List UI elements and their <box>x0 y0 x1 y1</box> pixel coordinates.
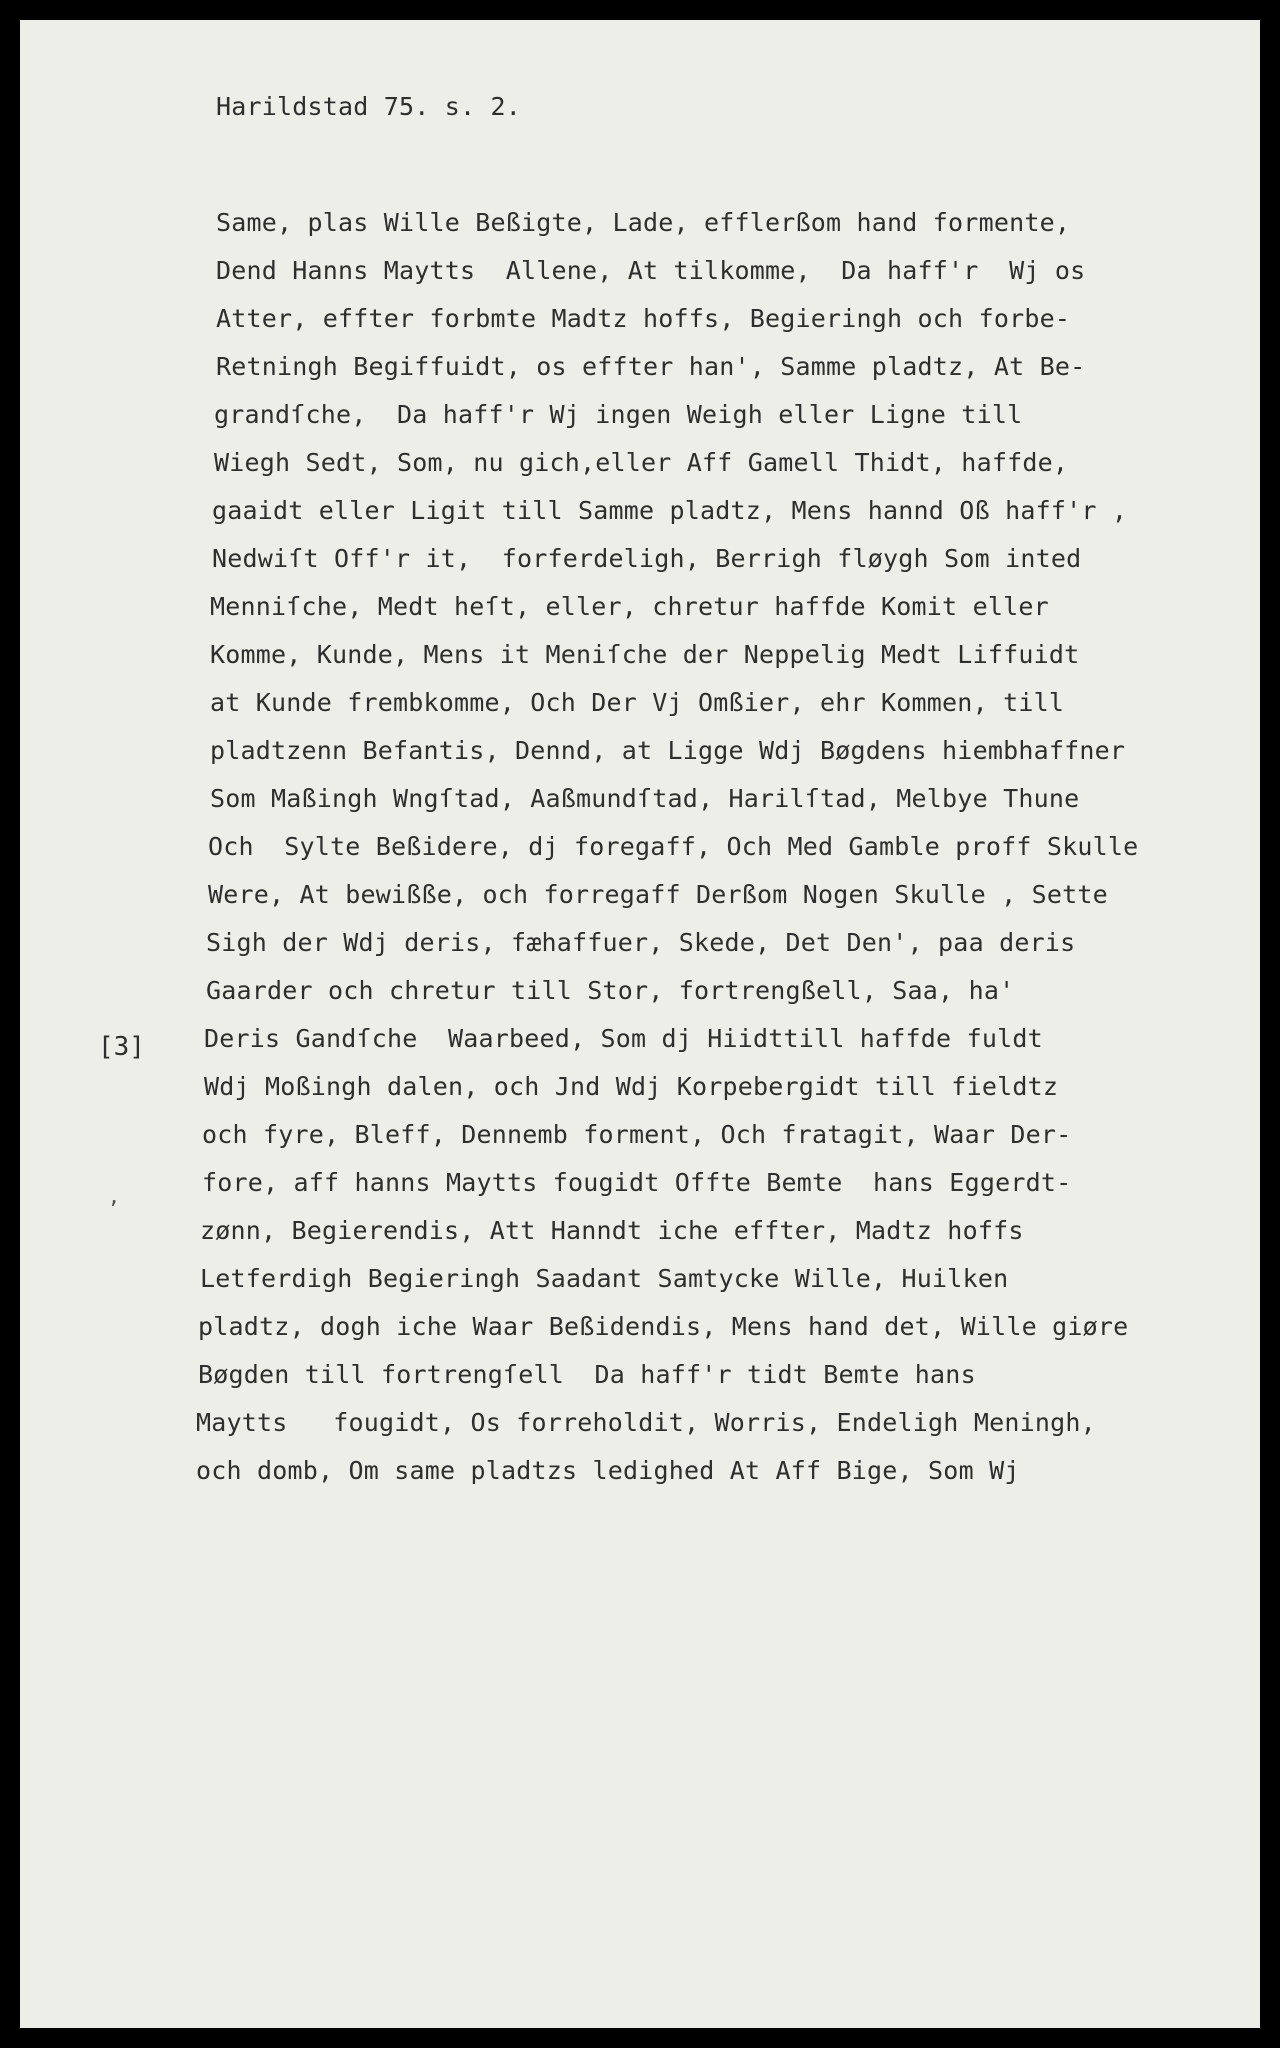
page-header: Harildstad 75. s. 2. <box>216 92 522 121</box>
text-line: Same, plas Wille Beßigte, Lade, efflerßom hand formente, <box>216 208 1071 237</box>
document-page <box>20 20 1260 2028</box>
text-line: Nedwiſt Off'r it, forferdeligh, Berrigh fløygh Som inted <box>212 544 1082 573</box>
text-line: Menniſche, Medt heſt, eller, chretur haffde Komit eller <box>210 592 1049 621</box>
text-line: pladtz, dogh iche Waar Beßidendis, Mens hand det, Wille giøre <box>198 1312 1129 1341</box>
text-line: pladtzenn Befantis, Dennd, at Ligge Wdj Bøgdens hiembhaffner <box>210 736 1126 765</box>
text-line: Dend Hanns Maytts Allene, At tilkomme, Da haff'r Wj os <box>216 256 1086 285</box>
margin-note: [3] <box>98 1032 145 1062</box>
text-line: Gaarder och chretur till Stor, fortrengßell, Saa, ha' <box>206 976 1015 1005</box>
text-line: Sigh der Wdj deris, fæhaffuer, Skede, Det Den', paa deris <box>206 928 1076 957</box>
text-line: Som Maßingh Wngſtad, Aaßmundſtad, Harilſtad, Melbye Thune <box>210 784 1080 813</box>
text-line: Deris Gandſche Waarbeed, Som dj Hiidttill haffde fuldt <box>204 1024 1043 1053</box>
text-line: Bøgden till fortrengſell Da haff'r tidt Bemte hans <box>198 1360 976 1389</box>
text-line: Wiegh Sedt, Som, nu gich,eller Aff Gamell Thidt, haffde, <box>214 448 1069 477</box>
text-line: Letferdigh Begieringh Saadant Samtycke Wille, Huilken <box>200 1264 1009 1293</box>
text-line: at Kunde frembkomme, Och Der Vj Omßier, ehr Kommen, till <box>210 688 1065 717</box>
text-line: Komme, Kunde, Mens it Meniſche der Neppelig Medt Liffuidt <box>210 640 1080 669</box>
text-line: och fyre, Bleff, Dennemb forment, Och fratagit, Waar Der- <box>202 1120 1072 1149</box>
stray-mark: , <box>108 1184 121 1208</box>
text-line: Were, At bewißße, och forregaff Derßom Nogen Skulle , Sette <box>208 880 1108 909</box>
text-line: Wdj Moßingh dalen, och Jnd Wdj Korpebergidt till fieldtz <box>204 1072 1059 1101</box>
text-line: Maytts fougidt, Os forreholdit, Worris, Endeligh Meningh, <box>196 1408 1096 1437</box>
text-line: fore, aff hanns Maytts fougidt Offte Bemte hans Eggerdt- <box>202 1168 1072 1197</box>
text-line: och domb, Om same pladtzs ledighed At Aff Bige, Som Wj <box>196 1456 1020 1485</box>
text-line: Atter, effter forbmte Madtz hoffs, Begieringh och forbe- <box>216 304 1071 333</box>
text-line: zønn, Begierendis, Att Hanndt iche effter, Madtz hoffs <box>200 1216 1024 1245</box>
text-line: Retningh Begiffuidt, os effter han', Samme pladtz, At Be- <box>216 352 1086 381</box>
text-line: gaaidt eller Ligit till Samme pladtz, Mens hannd Oß haff'r , <box>212 496 1128 525</box>
text-line: grandſche, Da haff'r Wj ingen Weigh eller Ligne till <box>214 400 1023 429</box>
text-line: Och Sylte Beßidere, dj foregaff, Och Med Gamble proff Skulle <box>208 832 1139 861</box>
